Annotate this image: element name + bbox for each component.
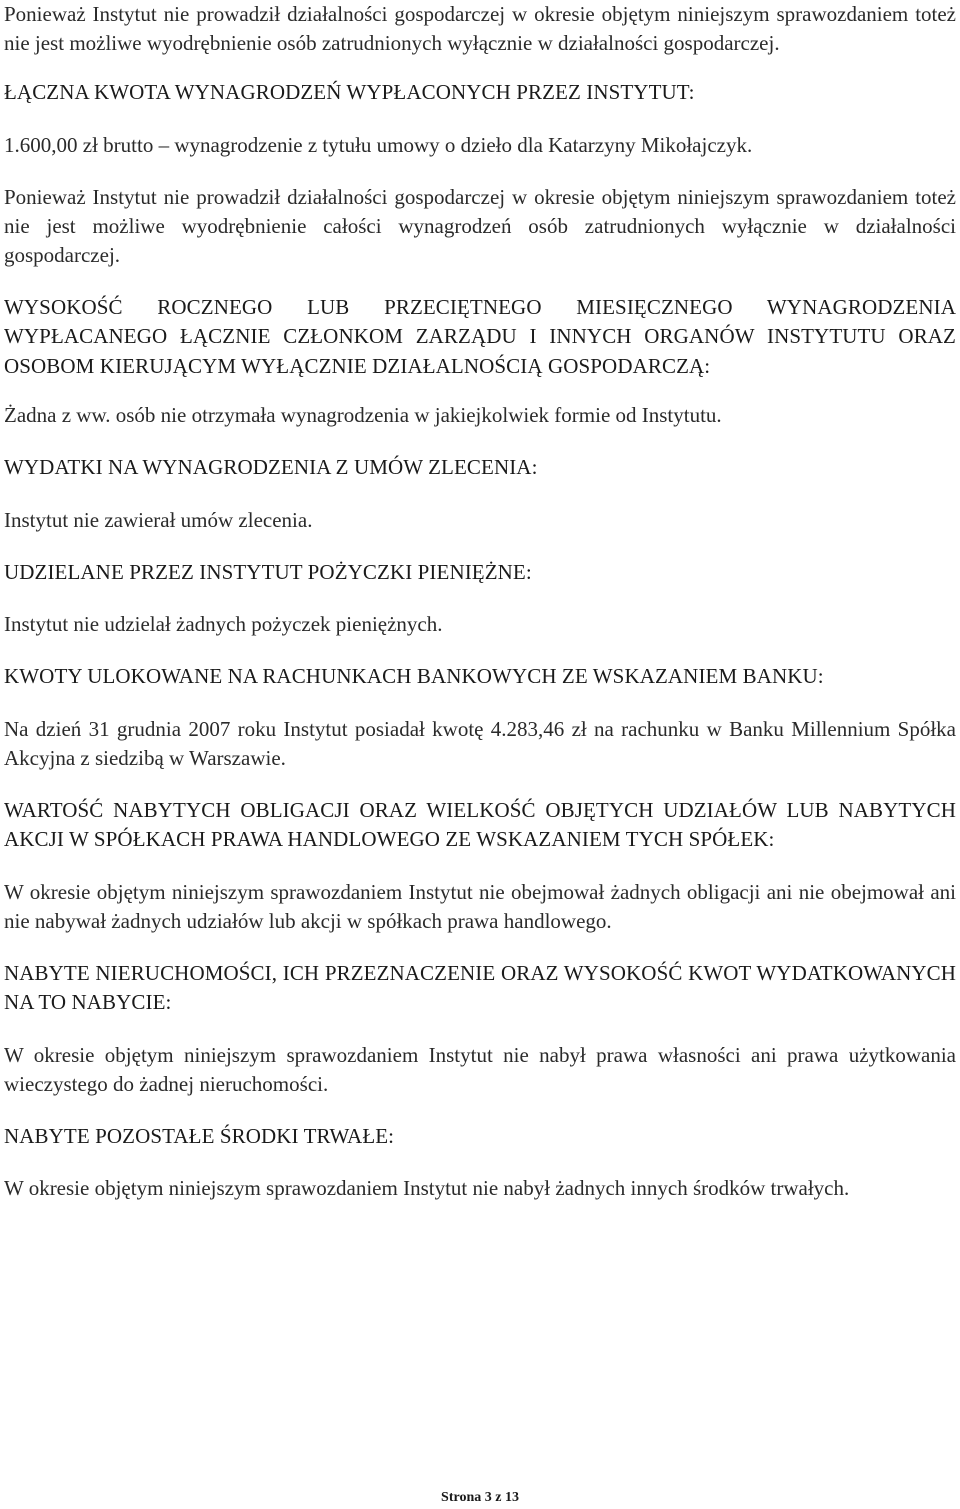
page-number-footer: Strona 3 z 13 [441, 1490, 519, 1505]
intro-paragraph: Ponieważ Instytut nie prowadził działalności gospodarczej w okresie objętym niniejszym sprawozdaniem toteż nie jest możliwe wyodrębnienie osób zatrudnionych wyłącznie w działalności gospodarczej. [4, 2, 956, 55]
section-heading: ŁĄCZNA KWOTA WYNAGRODZEŃ WYPŁACONYCH PRZEZ INSTYTUT: [4, 80, 695, 104]
section-paragraph: Na dzień 31 grudnia 2007 roku Instytut posiadał kwotę 4.283,46 zł na rachunku w Banku Millennium Spółka Akcyjna z siedzibą w Warszawie. [4, 716, 956, 770]
section-paragraph: W okresie objętym niniejszym sprawozdaniem Instytut nie nabył żadnych innych środków trwałych. [4, 1176, 850, 1200]
section-total-salaries [4, 78, 956, 270]
section-heading: WARTOŚĆ NABYTYCH OBLIGACJI ORAZ WIELKOŚĆ OBJĘTYCH UDZIAŁÓW LUB NABYTYCH AKCJI W SPÓŁKACH PRAWA HANDLOWEGO ZE WSKAZANIEM TYCH SPÓŁEK: [4, 797, 956, 851]
section-paragraph: Instytut nie udzielał żadnych pożyczek pieniężnych. [4, 612, 443, 636]
section-heading: KWOTY ULOKOWANE NA RACHUNKACH BANKOWYCH ZE WSKAZANIEM BANKU: [4, 664, 824, 688]
section-board-salaries [4, 293, 956, 431]
section-paragraph: Ponieważ Instytut nie prowadził działalności gospodarczej w okresie objętym niniejszym sprawozdaniem toteż nie jest możliwe wyodrębnienie całości wynagrodzeń osób zatrudnionych wyłącznie w działalności gospodarczej. [4, 184, 956, 267]
section-fixed-assets [4, 1122, 956, 1204]
section-heading: NABYTE POZOSTAŁE ŚRODKI TRWAŁE: [4, 1123, 395, 1148]
section-bank-accounts [4, 662, 956, 773]
section-paragraph: Żadna z ww. osób nie otrzymała wynagrodzenia w jakiejkolwiek formie od Instytutu. [4, 403, 722, 427]
section-loans [4, 558, 956, 640]
section-heading: UDZIELANE PRZEZ INSTYTUT POŻYCZKI PIENIĘŻNE: [4, 559, 532, 584]
document-page [4, 0, 956, 1203]
section-paragraph: Instytut nie zawierał umów zlecenia. [4, 507, 313, 532]
section-mandate-contracts [4, 453, 956, 535]
section-paragraph: 1.600,00 zł brutto – wynagrodzenie z tytułu umowy o dzieło dla Katarzyny Mikołajczyk. [4, 132, 753, 157]
section-heading: WYSOKOŚĆ ROCZNEGO LUB PRZECIĘTNEGO MIESIĘCZNEGO WYNAGRODZENIA WYPŁACANEGO ŁĄCZNIE CZŁONKOM ZARZĄDU I INNYCH ORGANÓW INSTYTUTU ORAZ OSOBOM KIERUJĄCYM WYŁĄCZNIE DZIAŁALNOŚCIĄ GOSPODARCZĄ: [4, 294, 956, 378]
section-real-estate [4, 959, 956, 1099]
section-heading: WYDATKI NA WYNAGRODZENIA Z UMÓW ZLECENIA: [4, 455, 538, 479]
section-paragraph: W okresie objętym niniejszym sprawozdaniem Instytut nie obejmował żadnych obligacji ani nie obejmował ani nie nabywał żadnych udziałów lub akcji w spółkach prawa handlowego. [4, 879, 956, 933]
section-bonds-shares [4, 796, 956, 936]
section-paragraph: W okresie objętym niniejszym sprawozdaniem Instytut nie nabył prawa własności ani prawa użytkowania wieczystego do żadnej nieruchomości. [4, 1042, 956, 1096]
section-heading: NABYTE NIERUCHOMOŚCI, ICH PRZEZNACZENIE ORAZ WYSOKOŚĆ KWOT WYDATKOWANYCH NA TO NABYCIE: [4, 960, 956, 1014]
